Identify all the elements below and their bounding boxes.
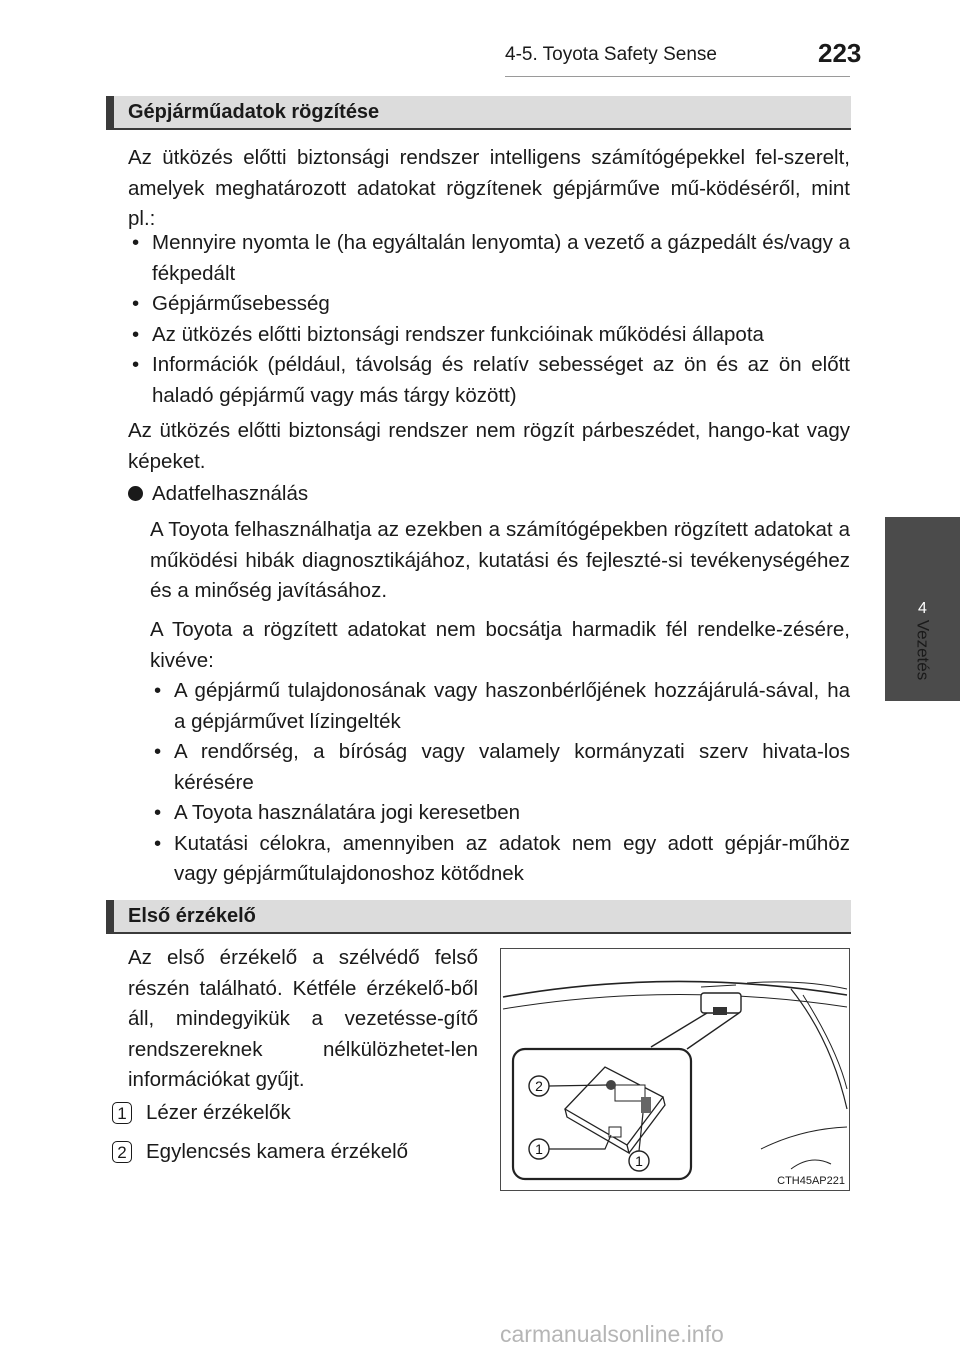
section-heading-data-recording: Gépjárműadatok rögzítése (106, 96, 851, 130)
legend-label: Lézer érzékelők (146, 1101, 291, 1124)
section-heading-front-sensor: Első érzékelő (106, 900, 851, 934)
figure-code: CTH45AP221 (777, 1175, 845, 1187)
running-header-section: 4-5. Toyota Safety Sense (505, 44, 717, 65)
subheading-text: Adatfelhasználás (152, 482, 309, 505)
callout-label: 1 (535, 1141, 543, 1157)
usage-paragraph-1: A Toyota felhasználhatja az ezekben a számítógépekben rögzített adatokat a működési hibák diagnosztikájához, kutatási és fejleszté-si tevékenységéhez és a minőség javításához. (150, 518, 850, 602)
exceptions-list (150, 676, 850, 890)
legend-item-laser (112, 1098, 291, 1128)
windshield-sensor-illustration (501, 949, 849, 1190)
list-item: • A rendőrség, a bíróság vagy valamely kormányzati szerv hivata-los kérésére (150, 737, 850, 798)
list-item: • Mennyire nyomta le (ha egyáltalán lenyomta) a vezető a gázpedált és/vagy a fékpedált (128, 228, 850, 289)
chapter-number: 4 (918, 600, 927, 617)
list-item: • Kutatási célokra, amennyiben az adatok nem egy adott gépjár-műhöz vagy gépjárműtulajdonoshoz kötődnek (150, 829, 850, 890)
recorded-data-list (128, 228, 850, 411)
front-sensor-figure (500, 948, 850, 1191)
legend-number: 1 (112, 1102, 132, 1124)
data-usage-subheading (128, 479, 308, 509)
legend-number: 2 (112, 1141, 132, 1163)
watermark: carmanualsonline.info (500, 1321, 724, 1347)
legend-item-camera (112, 1137, 408, 1167)
section1-note: Az ütközés előtti biztonsági rendszer nem rögzít párbeszédet, hango-kat vagy képeket. (128, 419, 850, 473)
list-item: • A gépjármű tulajdonosának vagy haszonbérlőjének hozzájárulá-sával, ha a gépjárművet lízingelték (150, 676, 850, 737)
section1-intro: Az ütközés előtti biztonsági rendszer intelligens számítógépekkel fel-szerelt, amelyek meghatározott adatokat rögzítenek gépjárműve mű-ködéséről, mint pl.: (128, 146, 850, 230)
list-item: • Az ütközés előtti biztonsági rendszer funkcióinak működési állapota (128, 320, 850, 351)
chapter-label: Vezetés (913, 619, 932, 681)
chapter-label-box (902, 610, 942, 690)
list-item: • A Toyota használatára jogi keresetben (150, 798, 850, 829)
bullet-dot-icon (128, 486, 143, 501)
callout-label: 2 (535, 1078, 543, 1094)
legend-label: Egylencsés kamera érzékelő (146, 1140, 409, 1163)
header-rule (505, 76, 850, 77)
list-item: • Gépjárműsebesség (128, 289, 850, 320)
front-sensor-description: Az első érzékelő a szélvédő felső részén található. Kétféle érzékelő-ből áll, mindegyikük a vezetésse-gítő rendszereknek nélkülözhetet-len információkat gyűjt. (128, 946, 478, 1091)
page-number: 223 (818, 38, 862, 68)
usage-paragraph-2: A Toyota a rögzített adatokat nem bocsátja harmadik fél rendelke-zésére, kivéve: (150, 618, 850, 672)
callout-label: 1 (635, 1153, 643, 1169)
list-item: • Információk (például, távolság és relatív sebességet az ön és az ön előtt haladó gépjármű vagy más tárgy között) (128, 350, 850, 411)
